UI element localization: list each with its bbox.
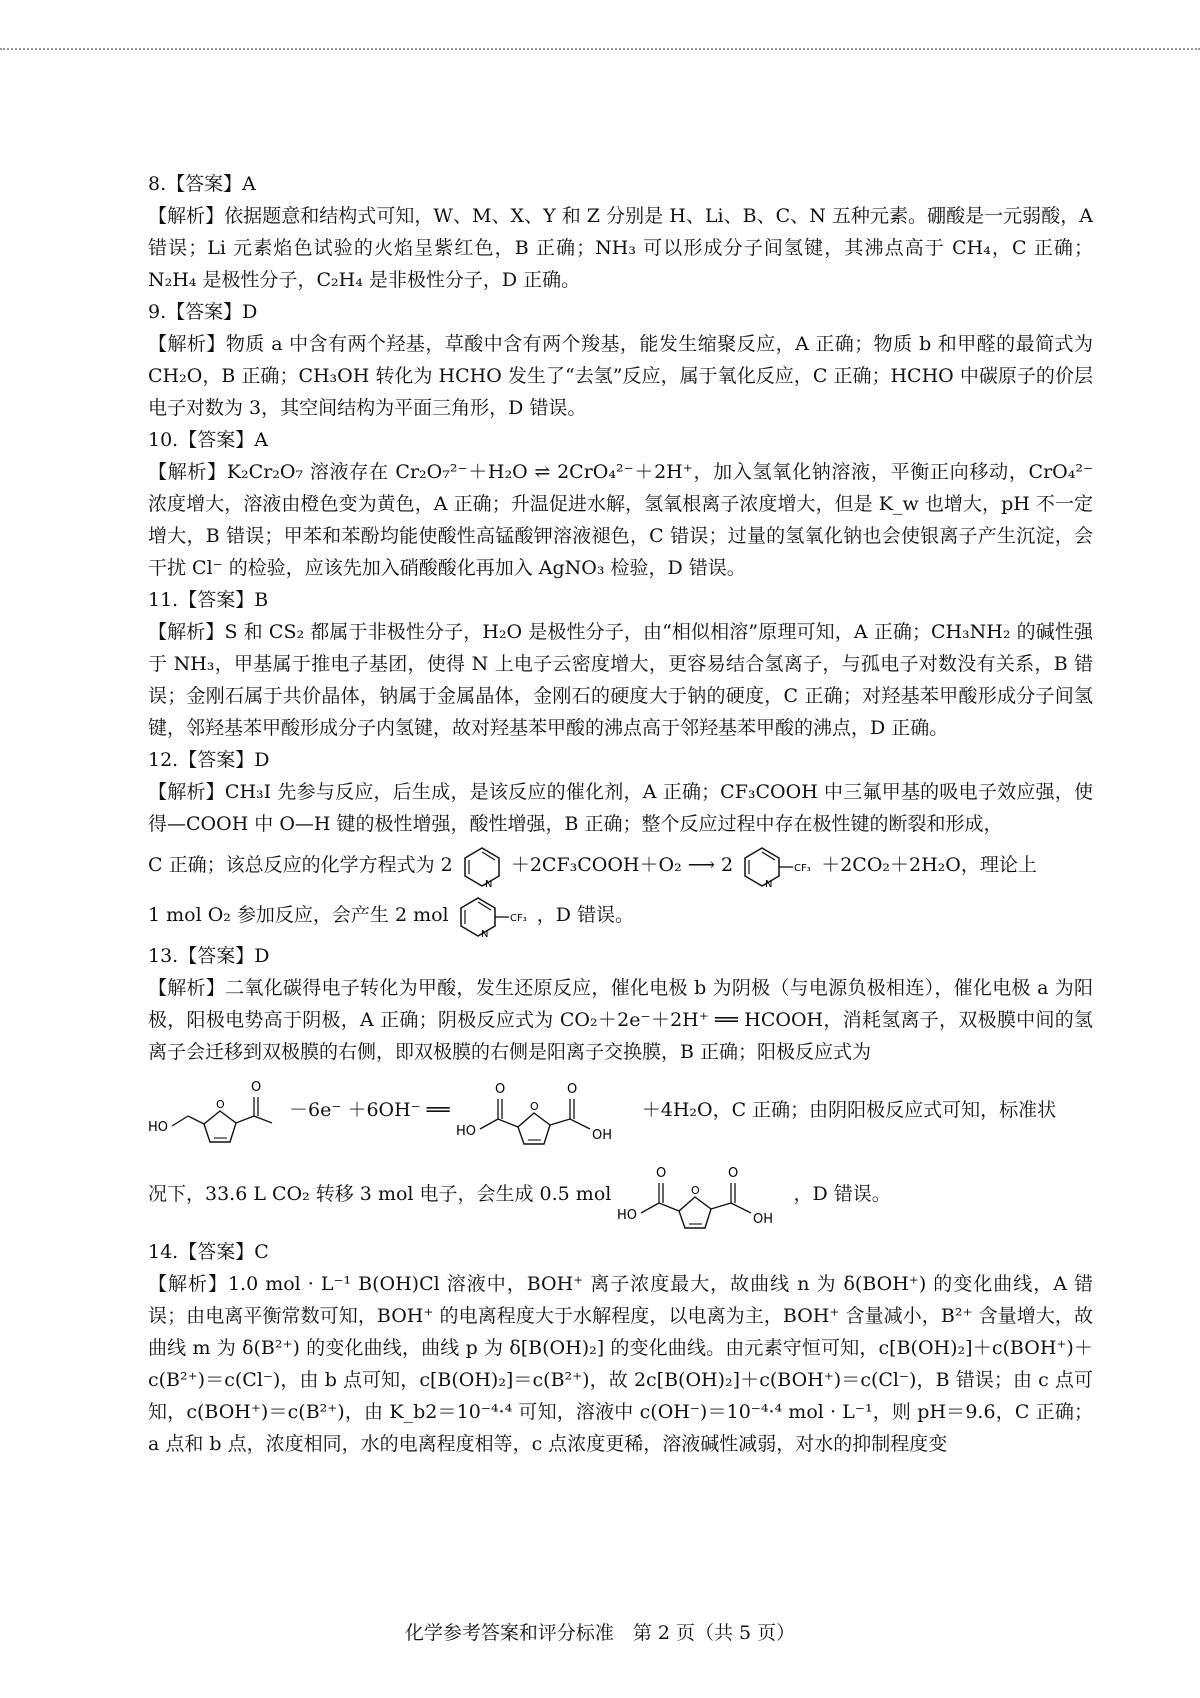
o-label: O: [529, 1100, 539, 1113]
top-border: [0, 48, 1200, 50]
equation-text: 1 mol O₂ 参加反应，会产生 2 mol: [148, 904, 449, 926]
page-footer: 化学参考答案和评分标准 第 2 页（共 5 页）: [404, 1622, 796, 1644]
question-9: [148, 296, 1093, 424]
equation-text: ＋2CO₂＋2H₂O，理论上: [821, 854, 1037, 876]
analysis-text: 【解析】1.0 mol · L⁻¹ B(OH)Cl 溶液中，BOH⁺ 离子浓度最大，故曲线 n 为 δ(BOH⁺) 的变化曲线，A 错误；由电离平衡常数可知，BOH⁺ 的电离程度大于水解程度，以电离为主，BOH⁺ 含量减小，B²⁺ 含量增大，故曲线 m 为 δ(B²⁺) 的变化曲线，曲线 p 为 δ[B(OH)₂] 的变化曲线。由元素守恒可知，c[B(OH)₂]＋c(BOH⁺)＋c(B²⁺)＝c(Cl⁻)，由 b 点可知，c[B(OH)₂]＝c(B²⁺)，故 2c[B(OH)₂]＋c(BOH⁺)＝c(Cl⁻)，B 错误；由 c 点可知，c(BOH⁺)＝c(B²⁺)，由 K_b2＝10⁻⁴·⁴ 可知，溶液中 c(OH⁻)＝10⁻⁴·⁴ mol · L⁻¹，则 pH＝9.6，C 正确；a 点和 b 点，浓度相同，水的电离程度相等，c 点浓度更稀，溶液碱性减弱，对水的抑制程度变: [148, 1273, 1093, 1455]
question-11: [148, 584, 1093, 744]
o-label: O: [728, 1166, 739, 1181]
question-12: [148, 744, 1093, 940]
answer-line: 12.【答案】D: [148, 749, 270, 771]
hmf-structure: [148, 1071, 283, 1151]
trifluoromethylpyridine-structure: [739, 844, 815, 888]
equation-text: 况下，33.6 L CO₂ 转移 3 mol 电子，会生成 0.5 mol: [148, 1183, 612, 1205]
n-atom-label: N: [484, 879, 493, 888]
analysis-text: 【解析】依据题意和结构式可知，W、M、X、Y 和 Z 分别是 H、Li、B、C、N 五种元素。硼酸是一元弱酸，A 错误；Li 元素焰色试验的火焰呈紫红色，B 正确；NH₃ 可以形成分子间氢键，其沸点高于 CH₄，C 正确；N₂H₄ 是极性分子，C₂H₄ 是非极性分子，D 正确。: [148, 205, 1093, 291]
answer-line: 14.【答案】C: [148, 1241, 269, 1263]
answer-line: 9.【答案】D: [148, 301, 258, 323]
anode-equation-line: [148, 1068, 1093, 1152]
n-atom-label: N: [765, 879, 773, 888]
answer-line: 8.【答案】A: [148, 173, 256, 195]
pyridine-structure: [459, 844, 505, 888]
oh-label: OH: [753, 1212, 774, 1227]
oh-label: OH: [591, 1128, 612, 1143]
ho-label: HO: [617, 1208, 638, 1223]
equation-text: －6e⁻ ＋6OH⁻ ══: [289, 1099, 450, 1121]
answer-line: 10.【答案】A: [148, 429, 268, 451]
equation-line: [148, 840, 1093, 890]
cf3-label: CF₃: [509, 913, 527, 924]
question-13: [148, 940, 1093, 1236]
analysis-text: 【解析】二氧化碳得电子转化为甲酸，发生还原反应，催化电极 b 为阴极（与电源负极相连），催化电极 a 为阳极，阳极电势高于阴极，A 正确；阴极反应式为 CO₂＋2e⁻＋2H⁺ ══ HCOOH，消耗氢离子，双极膜中间的氢离子会迁移到双极膜的右侧，即双极膜的右侧是阳离子交换膜，B 正确；阳极反应式为: [148, 977, 1093, 1063]
equation-line: [148, 890, 1093, 940]
ho-label: HO: [148, 1120, 169, 1135]
analysis-text: 【解析】K₂Cr₂O₇ 溶液存在 Cr₂O₇²⁻＋H₂O ⇌ 2CrO₄²⁻＋2H⁺，加入氢氧化钠溶液，平衡正向移动，CrO₄²⁻ 浓度增大，溶液由橙色变为黄色，A 正确；升温促进水解，氢氧根离子浓度增大，但是 K_w 也增大，pH 不一定增大，B 错误；甲苯和苯酚均能使酸性高锰酸钾溶液褪色，C 错误；过量的氢氧化钠也会使银离子产生沉淀，会干扰 Cl⁻ 的检验，应该先加入硝酸酸化再加入 AgNO₃ 检验，D 错误。: [148, 461, 1093, 579]
cf3-label: CF₃: [794, 863, 811, 874]
question-14: [148, 1236, 1093, 1460]
analysis-text: 【解析】S 和 CS₂ 都属于非极性分子，H₂O 是极性分子，由“相似相溶”原理可知，A 正确；CH₃NH₂ 的碱性强于 NH₃，甲基属于推电子基团，使得 N 上电子云密度增大，更容易结合氢离子，与孤电子对数没有关系，B 错误；金刚石属于共价晶体，钠属于金属晶体，金刚石的硬度大于钠的硬度，C 正确；对羟基苯甲酸形成分子间氢键，邻羟基苯甲酸形成分子内氢键，故对羟基苯甲酸的沸点高于邻羟基苯甲酸的沸点，D 正确。: [148, 621, 1093, 739]
trifluoromethylpyridine-structure: [455, 894, 531, 938]
analysis-text: 【解析】CH₃I 先参与反应，后生成，是该反应的催化剂，A 正确；CF₃COOH 中三氟甲基的吸电子效应强，使得—COOH 中 O—H 键的极性增强，酸性增强，B 正确；整个反应过程中存在极性键的断裂和形成，: [148, 781, 1093, 835]
answer-content: [148, 168, 1093, 1460]
o-label: O: [494, 1082, 505, 1097]
o-label: O: [216, 1098, 225, 1111]
o-label: O: [566, 1082, 577, 1097]
equation-text: ，D 错误。: [793, 1183, 891, 1205]
equation-text: ＋2CF₃COOH＋O₂ ⟶ 2: [510, 854, 734, 876]
fdca-structure: [617, 1155, 787, 1235]
equation-text: ，D 错误。: [536, 904, 635, 926]
o-label: O: [251, 1080, 262, 1095]
n-atom-label: N: [480, 929, 489, 938]
question-8: [148, 168, 1093, 296]
fdca-structure: [456, 1071, 636, 1151]
equation-line: [148, 1152, 1093, 1236]
o-label: O: [656, 1166, 667, 1181]
answer-line: 13.【答案】D: [148, 945, 270, 967]
answer-line: 11.【答案】B: [148, 589, 269, 611]
question-10: [148, 424, 1093, 584]
ho-label: HO: [455, 1124, 476, 1139]
analysis-text: 【解析】物质 a 中含有两个羟基，草酸中含有两个羧基，能发生缩聚反应，A 正确；物质 b 和甲醛的最简式为 CH₂O，B 正确；CH₃OH 转化为 HCHO 发生了“去氢”反应，属于氧化反应，C 正确；HCHO 中碳原子的价层电子对数为 3，其空间结构为平面三角形，D 错误。: [148, 333, 1093, 419]
equation-text: ＋4H₂O，C 正确；由阴阳极反应式可知，标准状: [641, 1099, 1057, 1121]
equation-text: C 正确；该总反应的化学方程式为 2: [148, 854, 453, 876]
o-label: O: [691, 1184, 701, 1197]
